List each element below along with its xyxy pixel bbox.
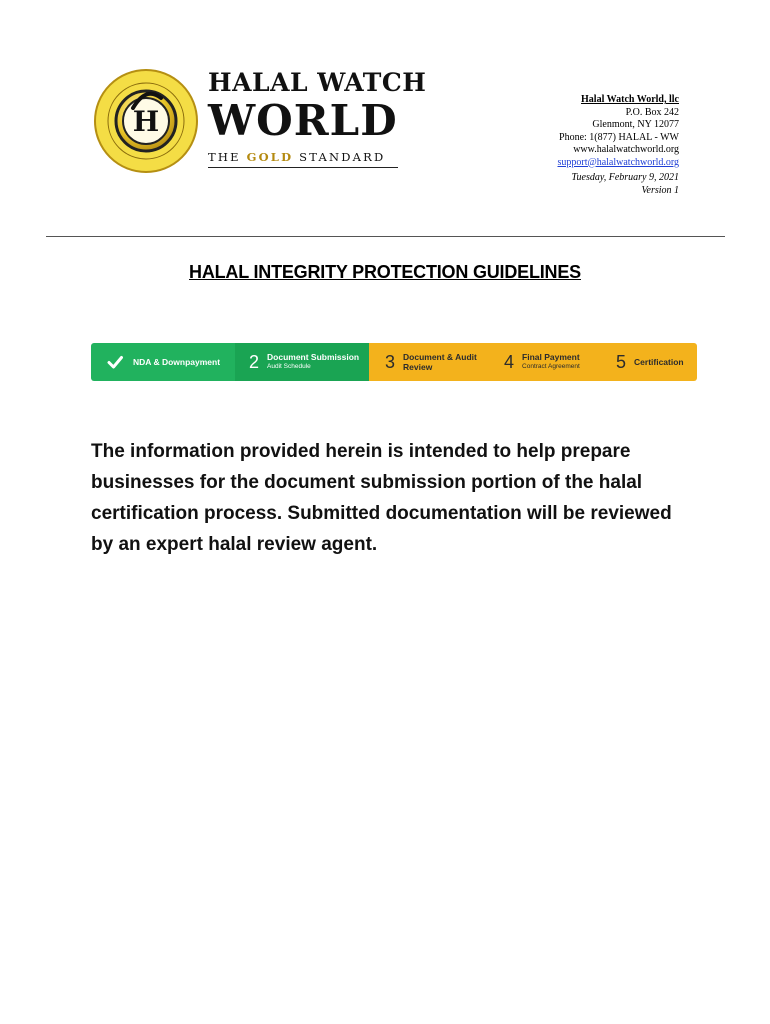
step-5-number: 5 (616, 351, 627, 372)
step-3-number: 3 (385, 351, 396, 372)
company-name: Halal Watch World, llc (581, 94, 679, 105)
step-4-number: 4 (504, 351, 515, 372)
step-2-label: Document Submission (267, 352, 360, 362)
document-date: Tuesday, February 9, 2021 (571, 172, 679, 183)
email-link[interactable]: support@halalwatchworld.org (557, 156, 679, 168)
po-box: P.O. Box 242 (625, 106, 679, 118)
step-document-audit-review (369, 343, 490, 381)
step-final-payment (490, 343, 601, 381)
city-line: Glenmont, NY 12077 (592, 119, 679, 130)
tagline-standard: STANDARD (299, 150, 386, 164)
step-2-sublabel: Audit Schedule (267, 363, 311, 370)
halal-watch-seal-logo (93, 68, 199, 174)
step-3-label: Document & Audit (403, 352, 477, 362)
tagline-the: THE (208, 150, 241, 164)
step-document-submission (235, 343, 369, 381)
phone-line: Phone: 1(877) HALAL - WW (559, 131, 679, 143)
step-certification (601, 343, 697, 381)
step-1-label: NDA & Downpayment (133, 357, 221, 367)
document-version: Version 1 (641, 184, 679, 196)
header-divider (46, 236, 725, 237)
step-5-label: Certification (634, 357, 684, 367)
brand-line-2: WORLD (208, 96, 398, 145)
tagline-gold: GOLD (246, 150, 294, 164)
step-3-label-line2: Review (403, 362, 433, 372)
step-2-number: 2 (249, 351, 260, 372)
brand-line-1: HALAL WATCH (208, 68, 427, 97)
address-block (558, 94, 680, 197)
intro-paragraph: The information provided herein is intended to help prepare businesses for the document submission portion of the halal certification process. Submitted documentation will be reviewed by an expert halal review agent. (91, 441, 672, 555)
step-nda-downpayment (91, 343, 235, 381)
step-4-sublabel: Contract Agreement (522, 363, 580, 370)
step-4-label: Final Payment (522, 352, 580, 362)
brand-tagline (208, 150, 398, 168)
page-title: HALAL INTEGRITY PROTECTION GUIDELINES (189, 262, 581, 282)
website-line: www.halalwatchworld.org (573, 144, 679, 155)
checkmark-icon (107, 354, 123, 370)
brand-wordmark (208, 68, 427, 168)
certification-progress-steps (91, 343, 697, 381)
seal-letter: H (132, 105, 160, 138)
